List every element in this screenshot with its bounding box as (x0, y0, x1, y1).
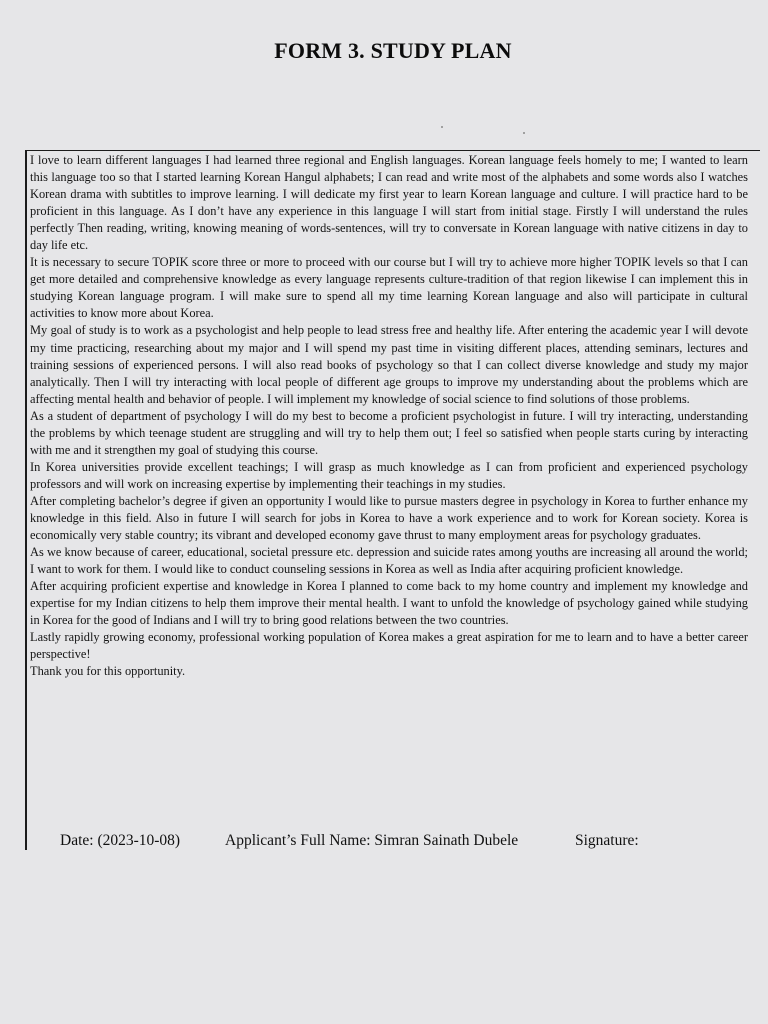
essay-paragraph: As a student of department of psychology I will do my best to become a proficient psychologist in future. I will try interacting, understanding the problems by which teenage student are struggling and will try to help them out; I feel so satisfied when people starts curing by interacting with me and it strengthen my goal of studying this course. (30, 408, 748, 457)
date-field: Date: (2023-10-08) (60, 832, 181, 849)
applicant-name-field: Applicant’s Full Name: Simran Sainath Dubele (225, 832, 519, 849)
scan-speck (441, 126, 443, 128)
essay-paragraph: As we know because of career, educational, societal pressure etc. depression and suicide rates among youths are increasing all around the world; I want to work for them. I would like to conduct counseling sessions in Korea as well as India after acquiring proficient knowledge. (30, 545, 748, 577)
essay-paragraph: I love to learn different languages I had learned three regional and English languages. Korean language feels homely to me; I wanted to learn this language too so that I started learning Korean Hangul alphabets; I can read and write most of the alphabets and some words also I watches Korean drama with subtitles to improve learning. I will dedicate my first year to learn Korean language and culture. I will practice hard to be proficient in this language. As I don’t have any experience in this language I will start from initial stage. Firstly I will understand the rules perfectly Then reading, writing, knowing meaning of words-sentences, will try to conversate in Korean language with native citizens in day to day life etc. (30, 153, 748, 253)
essay-paragraph: It is necessary to secure TOPIK score three or more to proceed with our course but I will try to achieve more higher TOPIK levels so that I can get more detailed and comprehensive knowledge as every language represents culture-tradition of that region likewise I can implement this in studying Korean language program. I will make sure to spend all my time learning Korean language and also will participate in cultural activities to know more about Korea. (30, 255, 748, 321)
scan-speck (523, 132, 525, 134)
study-plan-text (30, 152, 748, 680)
essay-paragraph: After completing bachelor’s degree if given an opportunity I would like to pursue masters degree in psychology in Korea to further enhance my knowledge in this field. Also in future I will search for jobs in Korea to have a work experience and to work for Korean society. Korea is economically very stable country; its vibrant and developed economy gave thrust to many employment areas for psychology graduates. (30, 493, 748, 543)
signature-field: Signature: (575, 832, 639, 849)
essay-paragraph: My goal of study is to work as a psychologist and help people to lead stress free and healthy life. After entering the academic year I will devote my time practicing, researching about my major and I will spend my past time in visiting different places, attending seminars, lectures and training sessions of experienced persons. I will also read books of psychology so that I can collect diverse knowledge and study my major analytically. Then I will try interacting with local people of different age groups to improve my understanding about the problems which are affecting mental health and behavior of people. I will implement my knowledge of social science to find solutions of those problems. (30, 323, 748, 406)
essay-paragraph: Thank you for this opportunity. (30, 664, 186, 679)
essay-paragraph: After acquiring proficient expertise and knowledge in Korea I planned to come back to my home country and implement my knowledge and expertise for my Indian citizens to help them improve their mental health. I want to unfold the knowledge of psychology gained while studying in Korea for the good of Indians and I will try to bring good relations between the two countries. (30, 579, 748, 628)
essay-paragraph: Lastly rapidly growing economy, professional working population of Korea makes a great aspiration for me to learn and to have a better career perspective! (30, 630, 748, 662)
page-title: FORM 3. STUDY PLAN (274, 38, 512, 63)
essay-paragraph: In Korea universities provide excellent teachings; I will grasp as much knowledge as I can from proficient and experienced psychology professors and will work on increasing expertise by implementing their teachings in my studies. (30, 459, 748, 491)
